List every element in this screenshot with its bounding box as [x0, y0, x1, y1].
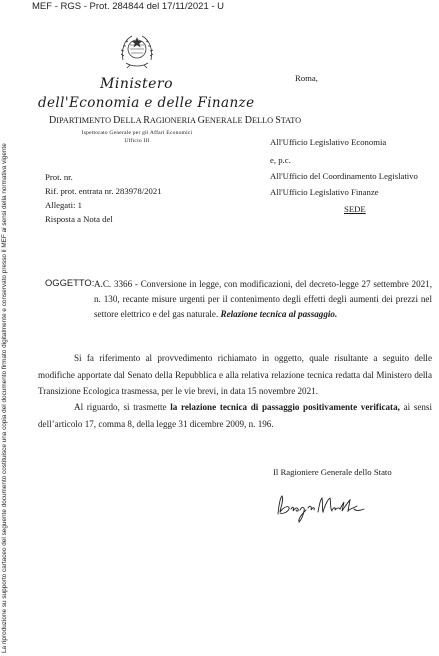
subject-emphasis: Relazione tecnica al passaggio. — [220, 309, 338, 319]
protocol-number: Prot. nr. — [45, 172, 73, 182]
department-label: DIPARTIMENTO DELLA RAGIONERIA GENERALE DELLO STATO — [49, 115, 302, 126]
recipient-coordinamento: All'Ufficio del Coordinamento Legislativo — [270, 171, 418, 181]
recipient-finanze: All'Ufficio Legislativo Finanze — [270, 187, 379, 197]
reply-to-note: Risposta a Nota del — [45, 214, 113, 224]
protocol-reference: Rif. prot. entrata nr. 283978/2021 — [45, 186, 162, 196]
republic-emblem-icon — [118, 30, 156, 70]
department-name — [49, 115, 301, 126]
signatory-title: Il Ragioniere Generale dello Stato — [273, 467, 392, 477]
transmission-emphasis: la relazione tecnica di passaggio positivamente verificata, — [170, 402, 400, 412]
transmission-intro: Al riguardo, si trasmette — [74, 402, 171, 412]
digital-copy-note: La riproduzione su supporto cartaceo del seguente documento costituisce una copia del documento firmato digitalmente e conservato presso il MEF ai sensi della normativa vigente — [1, 143, 8, 653]
subject-body: A.C. 3366 - Conversione in legge, con modificazioni, del decreto-legge 27 settembre 2021, n. 130, recante misure urgenti per il contenimento degli effetti degli aumenti dei prezzi nel settore elettrico e del gas naturale. — [94, 279, 432, 319]
handwritten-signature — [272, 490, 368, 526]
protocol-stamp: MEF - RGS - Prot. 284844 del 17/11/2021 - U — [32, 1, 225, 12]
ministry-title: Ministero — [100, 76, 174, 92]
subject-text — [94, 277, 432, 322]
subject-label: OGGETTO: — [45, 277, 95, 288]
inspectorate-name: Ispettorato Generale per gli Affari Economici — [81, 130, 193, 136]
recipient-economia: All'Ufficio Legislativo Economia — [270, 137, 387, 147]
recipient-sede: SEDE — [344, 204, 366, 214]
paragraph-reference: Si fa riferimento al provvedimento richiamato in oggetto, quale risultante a seguito delle modifiche apportate dal Senato della Repubblica e alla relativa relazione tecnica redatta dal Ministero della Transizione Ecologica trasmessa, per le vie brevi, in data 15 novembre 2021. — [38, 353, 432, 396]
recipient-cc: e, p.c. — [270, 155, 291, 165]
ministry-name: dell'Economia e delle Finanze — [38, 95, 255, 111]
place-label: Roma, — [295, 73, 318, 83]
office-name: Ufficio III — [124, 138, 150, 144]
attachments-count: Allegati: 1 — [45, 200, 82, 210]
paragraph-transmission — [38, 399, 432, 432]
transmission-legal-basis: ai sensi dell’articolo 17, comma 8, della legge 31 dicembre 2009, n. 196. — [38, 402, 432, 429]
